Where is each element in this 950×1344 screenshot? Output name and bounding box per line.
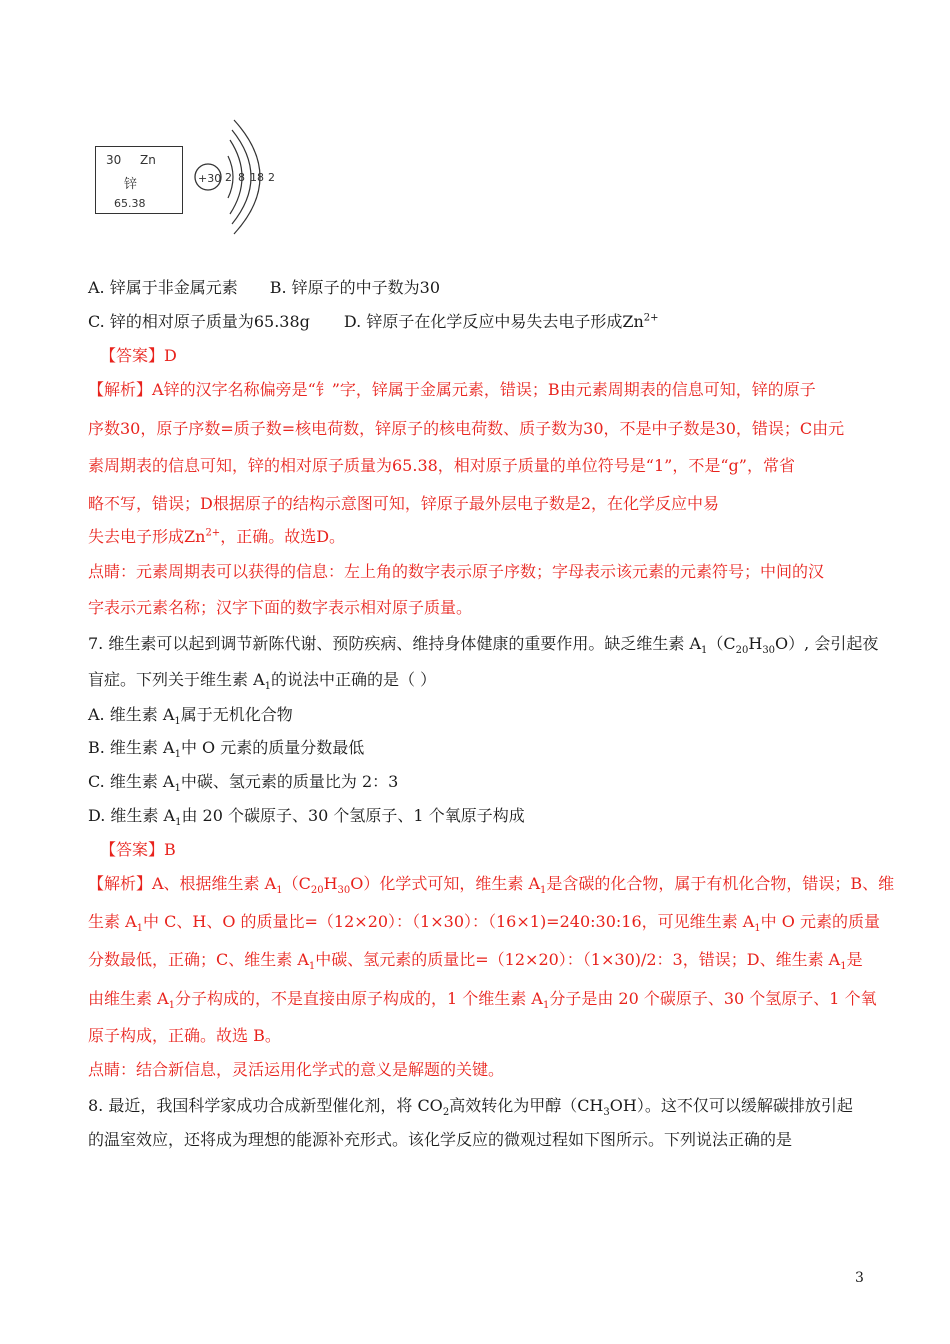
periodic-table-card [95,146,183,214]
q6-analysis-line-2: 序数30，原子序数=质子数=核电荷数，锌原子的核电荷数、质子数为30，不是中子数是30，错误；C由元 [88,419,845,438]
q7-option-d: D. 维生素 $A_1$由 20 个碳原子、30 个氢原子、1 个氧原子构成 [88,806,525,829]
q6-option-d: D. 锌原子在化学反应中易失去电子形成Zn [343,312,644,331]
q6-tip-line-1: 点睛：元素周期表可以获得的信息：左上角的数字表示原子序数；字母表示该元素的元素符号；中间的汉 [88,562,825,581]
atomic-number: 30 [106,153,122,167]
element-name: 锌 [124,177,138,192]
q7-analysis-line-2: 生素 $A_1$中 C、H、O 的质量比=（12×20）：（1×30）：（16×1)=240:30:16，可见维生素 $A_1$中 O 元素的质量 [88,912,880,935]
q6-options-row-2: C. 锌的相对原子质量为65.38g D. 锌原子在化学反应中易失去电子形成$Zn^{2+}$ [88,312,659,331]
nucleus-charge: +30 [198,172,222,185]
element-symbol: Zn [140,153,156,167]
q7-analysis-line-5: 原子构成，正确。故选 B。 [88,1026,281,1045]
q7-option-a: A. 维生素 $A_1$属于无机化合物 [88,705,293,728]
q6-tip-line-2: 字表示元素名称；汉字下面的数字表示相对原子质量。 [88,598,473,617]
shell-count-3: 18 [250,171,264,184]
q7-analysis-line-4: 由维生素 $A_1$分子构成的，不是直接由原子构成的，1 个维生素 $A_1$分子是由 20 个碳原子、30 个氢原子、1 个氧 [88,989,877,1012]
q7-stem-line-2: 盲症。下列关于维生素 $A_1$的说法中正确的是（ ） [88,670,437,693]
q6-analysis-line-1: 【解析】A锌的汉字名称偏旁是“钅”字，锌属于金属元素，错误；B由元素周期表的信息可知，锌的原子 [88,380,816,399]
shell-count-2: 8 [238,171,245,184]
q6-answer: 【答案】D [100,346,177,365]
q7-option-c: C. 维生素 $A_1$中碳、氢元素的质量比为 2：3 [88,772,399,795]
page-number: 3 [855,1270,864,1286]
q6-analysis-label: 【解析】 [88,380,153,399]
shell-count-1: 2 [225,171,232,184]
q8-stem-line-1: 8. 最近，我国科学家成功合成新型催化剂，将 $CO_2$高效转化为甲醇$(CH_3OH)$。这不仅可以缓解碳排放引起 [88,1096,853,1119]
q6-option-c: C. 锌的相对原子质量为65.38g [88,312,310,331]
q7-stem-line-1: 7. 维生素可以起到调节新陈代谢、预防疾病、维持身体健康的重要作用。缺乏维生素 $A_1(C_{20}H_{30}O)$, 会引起夜 [88,634,879,657]
q6-analysis-line-4: 略不写，错误；D根据原子的结构示意图可知，锌原子最外层电子数是2，在化学反应中易 [88,494,720,513]
atom-structure-diagram [186,118,296,236]
q7-option-b: B. 维生素 $A_1$中 O 元素的质量分数最低 [88,738,365,761]
q7-analysis-line-1: 【解析】A、根据维生素 $A_1(C_{20}H_{30}O)$化学式可知，维生素 $A_1$是含碳的化合物，属于有机化合物，错误；B、维 [88,874,895,897]
q6-option-a: A. 锌属于非金属元素 [88,278,238,297]
q6-analysis-line-3: 素周期表的信息可知，锌的相对原子质量为65.38，相对原子质量的单位符号是“1”，不是“g”，常省 [88,456,795,475]
q7-analysis-line-3: 分数最低，正确；C、维生素 $A_1$中碳、氢元素的质量比=（12×20）：（1×30)/2：3，错误；D、维生素 $A_1$是 [88,950,863,973]
q6-analysis-line-5: 失去电子形成$Zn^{2+}$，正确。故选D。 [88,527,346,546]
shell-count-4: 2 [268,171,275,184]
q8-stem-line-2: 的温室效应，还将成为理想的能源补充形式。该化学反应的微观过程如下图所示。下列说法正确的是 [88,1130,793,1149]
q7-answer: 【答案】B [100,840,176,859]
q6-option-b: B. 锌原子的中子数为30 [269,278,441,297]
q7-tip: 点睛：结合新信息，灵活运用化学式的意义是解题的关键。 [88,1060,505,1079]
atomic-mass: 65.38 [114,197,146,210]
q6-options-row-1 [88,278,440,298]
